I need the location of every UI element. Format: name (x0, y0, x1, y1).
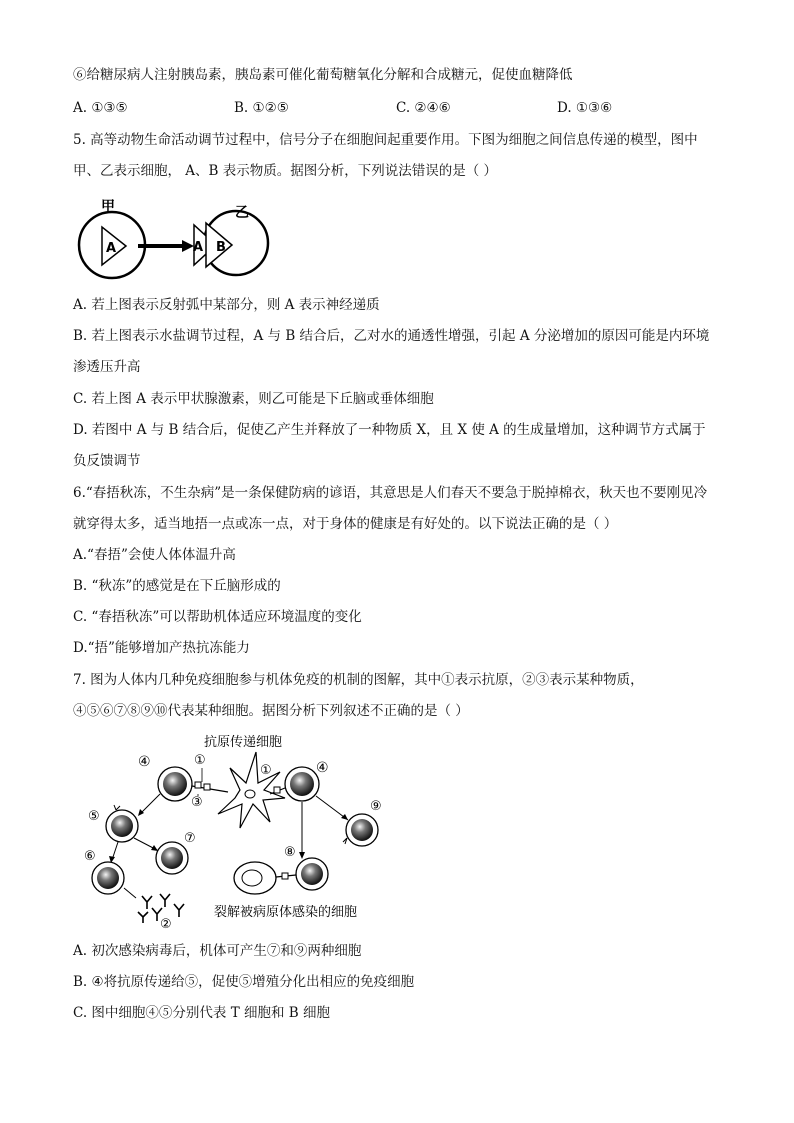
cell-5-nucleus (111, 815, 133, 837)
arrowhead-5-to-7 (151, 845, 158, 851)
arrow-6-to-antibodies (124, 888, 136, 898)
apc-nucleus (245, 790, 255, 798)
q5-option-b-line2: 渗透压升高 (73, 359, 141, 375)
antibody-2 (160, 894, 170, 907)
q6-option-c: C. “春捂秋冻”可以帮助机体适应环境温度的变化 (73, 609, 362, 625)
q6-stem-line2: 就穿得太多，适当地捂一点或冻一点，对于身体的健康是有好处的。以下说法正确的是（ ） (73, 516, 618, 532)
num-4-right: ④ (316, 760, 329, 776)
q5-signal-figure (70, 195, 280, 285)
q4-option-c: C. ②④⑥ (396, 100, 451, 116)
cell-6-nucleus (97, 867, 119, 889)
cell-8-nucleus (301, 863, 323, 885)
q7-option-c: C. 图中细胞④⑤分别代表 T 细胞和 B 细胞 (73, 1005, 331, 1021)
num-8: ⑧ (284, 845, 296, 860)
q5-stem-line2: 甲、乙表示细胞， A、B 表示物质。据图分析，下列说法错误的是（ ） (73, 163, 498, 179)
num-7: ⑦ (184, 831, 196, 846)
arrowhead-4-to-5 (138, 809, 144, 816)
antibody-1 (142, 896, 152, 909)
q5-option-c: C. 若上图 A 表示甲状腺激素，则乙可能是下丘脑或垂体细胞 (73, 391, 434, 407)
cell-4-left-nucleus (163, 772, 187, 796)
q5-option-d-line2: 负反馈调节 (73, 453, 141, 469)
complex-left-a (195, 782, 201, 788)
lysis-label: 裂解被病原体感染的细胞 (214, 905, 358, 920)
q7-stem-line1: 7. 图为人体内几种免疫细胞参与机体免疫的机制的图解，其中①表示抗原，②③表示某种物质， (73, 672, 644, 688)
q4-option-a: A. ①③⑤ (73, 100, 128, 116)
q5-option-d-line1: D. 若图中 A 与 B 结合后，促使乙产生并释放了一种物质 X，且 X 使 A 的生成量增加，这种调节方式属于 (73, 422, 706, 438)
complex-right (274, 787, 280, 793)
label-a-bound: A (193, 240, 204, 255)
label-a-in-jia: A (106, 241, 117, 256)
antibody-5 (138, 912, 148, 923)
arrow-4-to-5 (140, 794, 160, 814)
q7-option-a: A. 初次感染病毒后，机体可产生⑦和⑨两种细胞 (73, 943, 362, 959)
cell-5-receptor (114, 805, 120, 810)
q4-option-d: D. ①③⑥ (557, 100, 613, 116)
q5-option-b-line1: B. 若上图表示水盐调节过程，A 与 B 结合后，乙对水的通透性增强，引起 A 分泌增加的原因可能是内环境 (73, 328, 710, 344)
num-2: ② (160, 917, 172, 932)
q7-option-b: B. ④将抗原传递给⑤，促使⑤增殖分化出相应的免疫细胞 (73, 974, 415, 990)
q6-option-a: A.“春捂”会使人体体温升高 (73, 547, 236, 563)
q6-option-b: B. “秋冻”的感觉是在下丘脑形成的 (73, 578, 281, 594)
complex-left-b (204, 784, 210, 790)
complex-8-target (282, 873, 288, 879)
infected-target-nucleus (242, 870, 262, 886)
cell-9-receptor (343, 838, 347, 844)
num-3: ③ (191, 795, 203, 810)
label-jia: 甲 (101, 199, 115, 215)
q5-option-a: A. 若上图表示反射弧中某部分，则 A 表示神经递质 (73, 297, 380, 313)
antibody-4 (174, 904, 184, 917)
arrowhead-to-8 (299, 852, 305, 859)
num-1-left: ① (194, 753, 206, 768)
label-b: B (216, 240, 226, 255)
num-5: ⑤ (88, 809, 100, 824)
q7-stem-line2: ④⑤⑥⑦⑧⑨⑩代表某种细胞。据图分析下列叙述不正确的是（ ） (73, 703, 469, 719)
cell-9-nucleus (351, 819, 373, 841)
q6-option-d: D.“捂”能够增加产热抗冻能力 (73, 640, 250, 656)
arrowhead-to-9 (341, 814, 348, 820)
q4-option-b: B. ①②⑤ (234, 100, 289, 116)
num-1-right: ① (260, 763, 272, 778)
num-4-left: ④ (138, 754, 151, 770)
q6-stem-line1: 6.“春捂秋冻，不生杂病”是一条保健防病的谚语，其意思是人们春天不要急于脱掉棉衣，秋天也不要刚见冷 (73, 485, 708, 501)
apc-label: 抗原传递细胞 (204, 735, 283, 750)
q7-immune-figure (80, 728, 410, 933)
num-9: ⑨ (370, 799, 382, 814)
num-6: ⑥ (84, 849, 96, 864)
cell-7-nucleus (161, 847, 183, 869)
q4-statement-6: ⑥给糖尿病人注射胰岛素，胰岛素可催化葡萄糖氧化分解和合成糖元，促使血糖降低 (73, 67, 573, 83)
cell-4-right-nucleus (290, 772, 314, 796)
label-yi: 乙 (235, 205, 249, 221)
q5-stem-line1: 5. 高等动物生命活动调节过程中，信号分子在细胞间起重要作用。下图为细胞之间信息传递的模型，图中 (73, 132, 698, 148)
